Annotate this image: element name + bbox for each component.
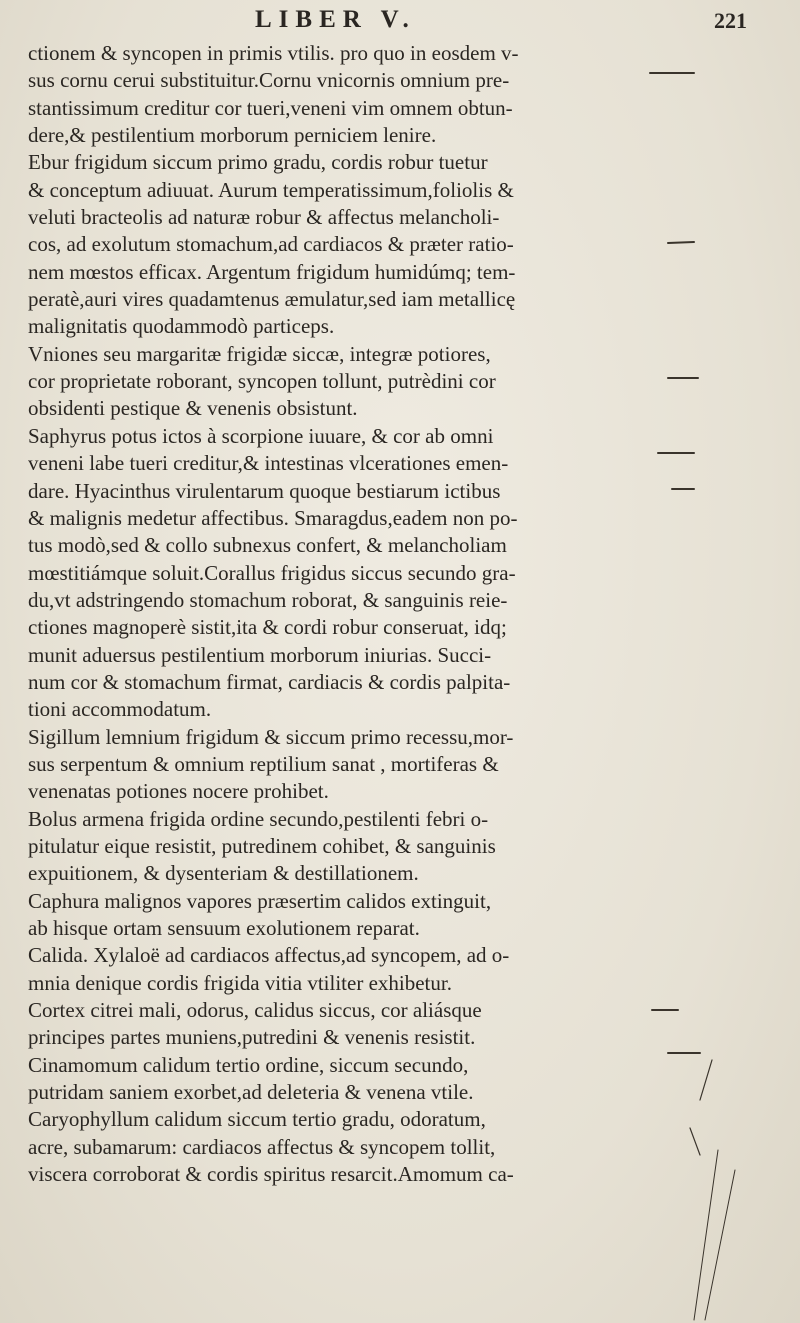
text-line: ctiones magnoperè sistit,ita & cordi robur conseruat, idq; — [28, 615, 507, 640]
text-line: Caryophyllum calidum siccum tertio gradu, odoratum, — [28, 1107, 486, 1132]
text-line: du,vt adstringendo stomachum roborat, & sanguinis reie- — [28, 587, 508, 612]
text-line: & malignis medetur affectibus. Smaragdus,eadem non po- — [28, 505, 518, 530]
text-line: acre, subamarum: cardiacos affectus & syncopem tollit, — [28, 1134, 496, 1159]
text-line: peratè,auri vires quadamtenus æmulatur,sed iam metallicę — [28, 287, 516, 312]
text-line: mœstitiámque soluit.Corallus frigidus siccus secundo gra- — [28, 560, 516, 585]
text-line: dare. Hyacinthus virulentarum quoque bestiarum ictibus — [28, 478, 501, 503]
text-line: Cortex citrei mali, odorus, calidus siccus, cor aliásque — [28, 998, 482, 1023]
page-header — [0, 6, 800, 40]
text-line: nem mœstos efficax. Argentum frigidum humidúmq; tem- — [28, 259, 516, 284]
text-line: viscera corroborat & cordis spiritus resarcit.Amomum ca- — [28, 1162, 514, 1187]
text-line: dere,& pestilentium morborum perniciem lenire. — [28, 123, 437, 148]
text-line: Caphura malignos vapores præsertim calidos extinguit, — [28, 888, 492, 913]
text-line: cor proprietate roborant, syncopen tollunt, putrèdini cor — [28, 369, 496, 394]
text-line: obsidenti pestique & venenis obsistunt. — [28, 396, 358, 421]
page-number: 221 — [714, 8, 747, 33]
text-line: mnia denique cordis frigida vitia vtiliter exhibetur. — [28, 970, 452, 995]
text-line: putridam saniem exorbet,ad deleteria & venena vtile. — [28, 1080, 474, 1105]
text-line: tus modò,sed & collo subnexus confert, & melancholiam — [28, 533, 507, 558]
text-line: Bolus armena frigida ordine secundo,pestilenti febri o- — [28, 806, 489, 831]
running-head: LIBER V. — [255, 6, 416, 33]
text-line: Saphyrus potus ictos à scorpione iuuare, & cor ab omni — [28, 423, 494, 448]
text-line: veluti bracteolis ad naturæ robur & affectus melancholi- — [28, 205, 500, 230]
text-line: cos, ad exolutum stomachum,ad cardiacos & præter ratio- — [28, 232, 514, 257]
text-line: expuitionem, & dysenteriam & destillationem. — [28, 861, 419, 886]
text-line: Vniones seu margaritæ frigidæ siccæ, integræ potiores, — [28, 341, 491, 366]
text-line: munit aduersus pestilentium morborum iniurias. Succi- — [28, 642, 492, 667]
text-line: stantissimum creditur cor tueri,veneni vim omnem obtun- — [28, 95, 513, 120]
text-line: malignitatis quodammodò particeps. — [28, 314, 335, 339]
text-line: Cinamomum calidum tertio ordine, siccum secundo, — [28, 1052, 469, 1077]
text-line: Sigillum lemnium frigidum & siccum primo recessu,mor- — [28, 724, 514, 749]
text-line: principes partes muniens,putredini & venenis resistit. — [28, 1025, 476, 1050]
text-line: Calida. Xylaloë ad cardiacos affectus,ad syncopem, ad o- — [28, 943, 510, 968]
text-line: tioni accommodatum. — [28, 697, 212, 722]
text-line: ctionem & syncopen in primis vtilis. pro quo in eosdem v- — [28, 41, 519, 65]
text-line: venenatas potiones nocere prohibet. — [28, 779, 329, 804]
text-line: ab hisque ortam sensuum exolutionem reparat. — [28, 916, 420, 940]
text-line: Ebur frigidum siccum primo gradu, cordis robur tuetur — [28, 150, 488, 175]
text-line: & conceptum adiuuat. Aurum temperatissimum,foliolis & — [28, 177, 514, 202]
text-line: sus serpentum & omnium reptilium sanat , mortiferas & — [28, 751, 499, 776]
text-line: num cor & stomachum firmat, cardiacis & cordis palpita- — [28, 669, 511, 694]
text-line: sus cornu cerui substituitur.Cornu vnicornis omnium pre- — [28, 68, 510, 93]
text-line: pitulatur eique resistit, putredinem cohibet, & sanguinis — [28, 833, 496, 858]
body-text — [28, 40, 704, 1188]
text-line: veneni labe tueri creditur,& intestinas vlcerationes emen- — [28, 451, 509, 476]
